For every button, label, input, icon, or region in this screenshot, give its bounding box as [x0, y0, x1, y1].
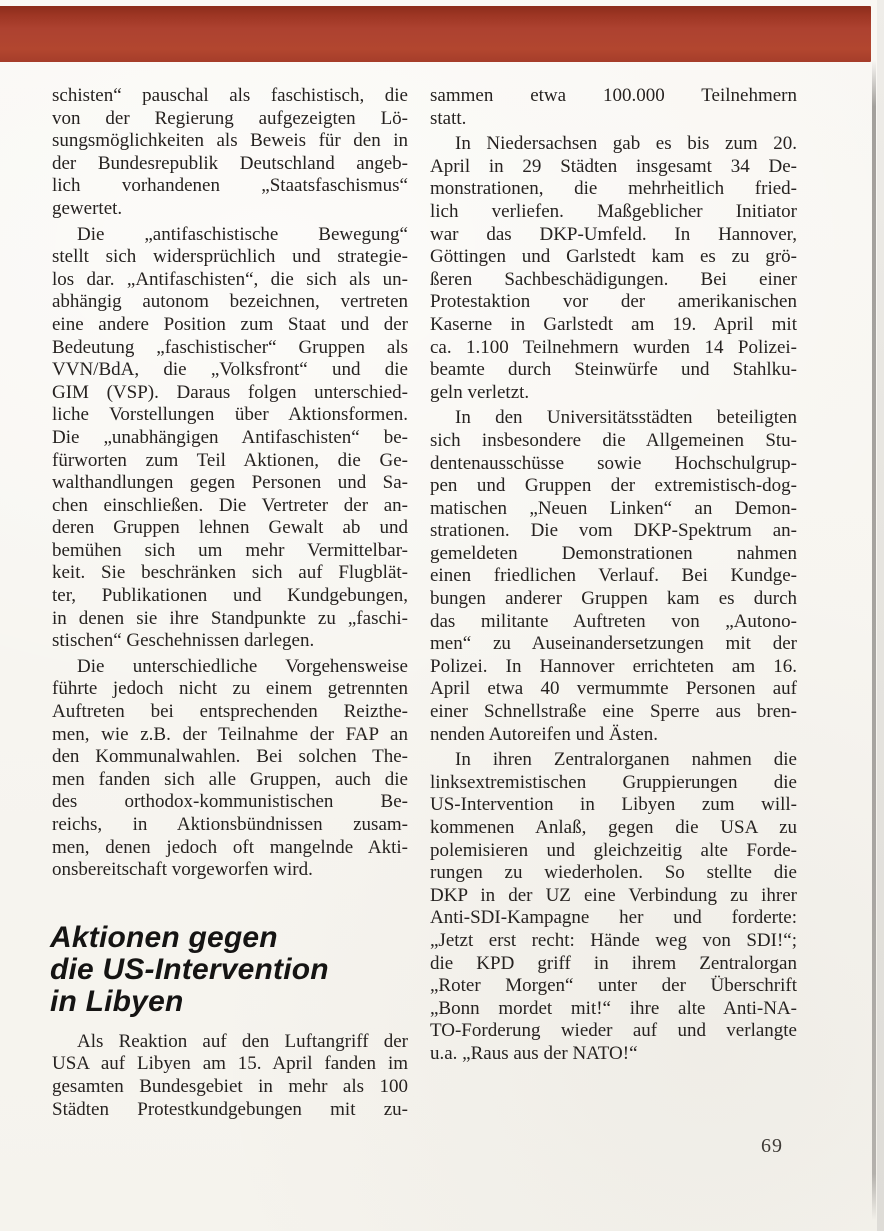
text-line: linksextremistischen Gruppierungen die — [430, 771, 797, 793]
text-line: reichs, in Aktionsbündnissen zusam- — [52, 814, 408, 835]
heading-line: Aktionen gegen — [50, 920, 278, 954]
text-line: „Roter Morgen“ unter der Überschrift — [430, 975, 797, 997]
text-line: Auftreten bei entsprechenden Reizthe- — [52, 701, 408, 723]
text-line: Protestaktion vor der amerikanischen — [430, 291, 797, 313]
text-line: kommenen Anlaß, gegen die USA zu — [430, 817, 797, 838]
text-line: keit. Sie beschränken sich auf Flugblät- — [52, 562, 408, 584]
text-line: eine andere Position zum Staat und der — [52, 313, 408, 335]
text-line: sich insbesondere die Allgemeinen Stu- — [430, 429, 797, 451]
paragraph — [52, 1031, 408, 1121]
text-line: „Bonn mordet mit!“ ihre alte Anti-NA- — [430, 997, 797, 1019]
right-column-paragraphs — [430, 85, 797, 1066]
text-line: los dar. „Antifaschisten“, die sich als un- — [52, 268, 408, 290]
text-line: war das DKP-Umfeld. In Hannover, — [430, 223, 797, 245]
paragraph — [52, 85, 408, 221]
text-line: bungen anderer Gruppen kam es durch — [430, 588, 797, 610]
text-line: einen friedlichen Verlauf. Bei Kundge- — [430, 565, 797, 587]
text-line: In den Universitätsstädten beteiligten — [455, 407, 797, 429]
section-heading — [50, 922, 408, 1018]
text-line: onsbereitschaft vorgeworfen wird. — [52, 859, 313, 881]
text-line: abhängig autonom bezeichnen, vertreten — [52, 291, 408, 313]
paragraph — [52, 224, 408, 653]
text-line: In Niedersachsen gab es bis zum 20. — [455, 133, 797, 155]
text-line: führte jedoch nicht zu einem getrennten — [52, 678, 408, 700]
text-line: April etwa 40 vermummte Personen auf — [430, 678, 797, 700]
left-column — [52, 85, 408, 1124]
left-column-paragraphs-after-heading — [52, 1031, 408, 1121]
page-edge-shadow — [872, 60, 876, 1220]
text-line: den Kommunalwahlen. Bei solchen The- — [52, 746, 408, 768]
text-line: men, wie z.B. der Teilnahme der FAP an — [52, 723, 408, 745]
text-line: „Jetzt erst recht: Hände weg von SDI!“; — [430, 929, 797, 951]
text-line: in denen sie ihre Standpunkte zu „faschi- — [52, 607, 408, 629]
text-line: TO-Forderung wieder auf und verlangte — [430, 1020, 797, 1042]
text-line: ter, Publikationen und Kundgebungen, — [52, 585, 408, 607]
text-line: von der Regierung aufgezeigten Lö- — [52, 107, 408, 129]
text-line: sungsmöglichkeiten als Beweis für den in — [52, 130, 408, 152]
text-line: des orthodox-kommunistischen Be- — [52, 791, 408, 813]
text-line: US-Intervention in Libyen zum will- — [430, 794, 797, 816]
text-line: lich vorhandenen „Staatsfaschismus“ — [52, 175, 408, 197]
text-line: GIM (VSP). Daraus folgen unterschied- — [52, 381, 408, 403]
text-line: lich verliefen. Maßgeblicher Initiator — [430, 200, 797, 222]
text-line: VVN/BdA, die „Volksfront“ und die — [52, 359, 408, 381]
text-line: nenden Autoreifen und Ästen. — [430, 723, 658, 745]
text-line: ca. 1.100 Teilnehmern wurden 14 Polizei- — [430, 336, 797, 358]
right-column — [430, 85, 797, 1069]
text-line: liche Vorstellungen über Aktionsformen. — [52, 404, 408, 426]
text-line: statt. — [430, 107, 467, 129]
paragraph — [430, 85, 797, 130]
text-line: deren Gruppen lehnen Gewalt ab und — [52, 517, 408, 539]
text-line: walthandlungen gegen Personen und Sa- — [52, 472, 408, 494]
page-number: 69 — [761, 1135, 783, 1157]
text-line: DKP in der UZ eine Verbindung zu ihrer — [430, 884, 797, 906]
text-line: April in 29 Städten insgesamt 34 De- — [430, 155, 797, 177]
text-line: Als Reaktion auf den Luftangriff der — [77, 1030, 408, 1052]
heading-line: in Libyen — [50, 984, 184, 1018]
text-line: fürworten zum Teil Aktionen, die Ge- — [52, 449, 408, 471]
text-line: Kaserne in Garlstedt am 19. April mit — [430, 313, 797, 335]
text-line: ßeren Sachbeschädigungen. Bei einer — [430, 268, 797, 290]
text-line: das militante Auftreten von „Autono- — [430, 610, 797, 632]
text-line: matischen „Neuen Linken“ an Demon- — [430, 497, 797, 519]
text-line: stellt sich widersprüchlich und strategie- — [52, 246, 408, 268]
text-line: einer Schnellstraße eine Sperre aus bren- — [430, 701, 797, 723]
text-line: Anti-SDI-Kampagne her und forderte: — [430, 907, 797, 929]
text-line: bemühen sich um mehr Vermittelbar- — [52, 539, 408, 561]
text-line: Städten Protestkundgebungen mit zu- — [52, 1098, 408, 1120]
text-line: men fanden sich alle Gruppen, auch die — [52, 768, 408, 790]
paragraph — [430, 133, 797, 404]
text-line: gemeldeten Demonstrationen nahmen — [430, 542, 797, 564]
text-line: stischen“ Geschehnissen darlegen. — [52, 630, 315, 652]
text-line: rungen zu wiederholen. So stellte die — [430, 862, 797, 884]
text-line: u.a. „Raus aus der NATO!“ — [430, 1042, 638, 1064]
text-line: Die „unabhängigen Antifaschisten“ be- — [52, 426, 408, 448]
text-line: Die unterschiedliche Vorgehensweise — [77, 655, 408, 677]
text-line: gesamten Bundesgebiet in mehr als 100 — [52, 1075, 408, 1097]
text-line: Polizei. In Hannover errichteten am 16. — [430, 655, 797, 677]
text-line: USA auf Libyen am 15. April fanden im — [52, 1053, 408, 1075]
text-line: Die „antifaschistische Bewegung“ — [77, 223, 408, 245]
text-line: men“ zu Auseinandersetzungen mit der — [430, 633, 797, 655]
text-line: der Bundesrepublik Deutschland angeb- — [52, 152, 408, 174]
text-line: Göttingen und Garlstedt kam es zu grö- — [430, 246, 797, 268]
text-line: pen und Gruppen der extremistisch-dog- — [430, 475, 797, 497]
text-line: In ihren Zentralorganen nahmen die — [455, 749, 797, 771]
text-line: polemisieren und gleichzeitig alte Forde- — [430, 839, 797, 861]
text-line: Bedeutung „faschistischer“ Gruppen als — [52, 336, 408, 358]
text-line: geln verletzt. — [430, 381, 530, 403]
paragraph — [430, 407, 797, 746]
page-edge-strip — [877, 0, 884, 1231]
paragraph — [430, 749, 797, 1065]
text-line: beamte durch Steinwürfe und Stahlku- — [430, 359, 797, 381]
text-line: sammen etwa 100.000 Teilnehmern — [430, 85, 797, 106]
text-line: dentenausschüsse sowie Hochschulgrup- — [430, 452, 797, 474]
text-line: men, denen jedoch oft mangelnde Akti- — [52, 836, 408, 858]
text-line: chen einschließen. Die Vertreter der an- — [52, 494, 408, 516]
text-line: gewertet. — [52, 197, 123, 219]
text-line: monstrationen, die mehrheitlich fried- — [430, 178, 797, 200]
heading-line: die US-Intervention — [50, 952, 329, 986]
left-column-paragraphs — [52, 85, 408, 882]
text-line: strationen. Die vom DKP-Spektrum an- — [430, 520, 797, 542]
text-line: die KPD griff in ihrem Zentralorgan — [430, 952, 797, 974]
chapter-header-bar — [0, 6, 871, 62]
paragraph — [52, 656, 408, 882]
text-line: schisten“ pauschal als faschistisch, die — [52, 85, 408, 106]
